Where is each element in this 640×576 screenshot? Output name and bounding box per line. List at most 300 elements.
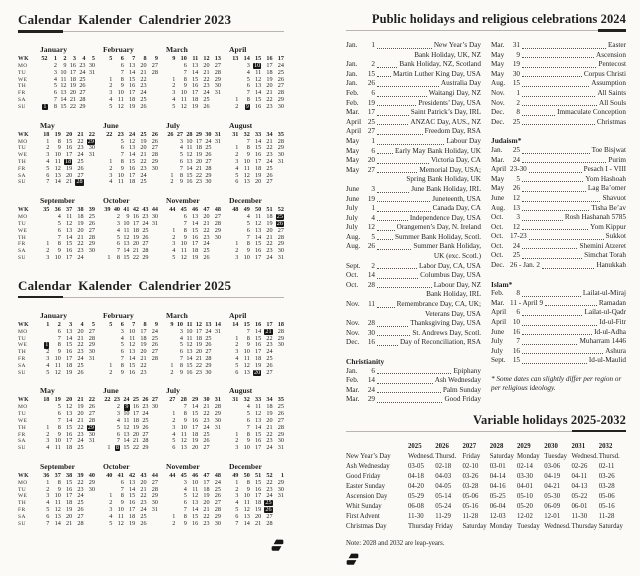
day-cell: 8	[183, 226, 187, 234]
week-number-cell: 20	[66, 130, 73, 138]
day-cell: 2	[235, 247, 239, 255]
day-cell: 23	[140, 368, 147, 376]
month-april	[227, 311, 284, 377]
day-cell	[147, 179, 158, 186]
highlighted-day: 29	[87, 137, 94, 145]
weekday-label-column	[18, 386, 32, 452]
week-number-cell: 6	[120, 55, 124, 62]
day-cell: 4	[120, 334, 124, 342]
month-grid	[38, 206, 95, 262]
holiday-name: Bank Holiday, NZ, Scotland	[399, 60, 481, 69]
holiday-entry	[491, 204, 626, 214]
holiday-entry	[491, 175, 626, 185]
day-cell: 21	[132, 247, 139, 255]
day-cell: 7	[183, 219, 187, 227]
day-cell	[212, 159, 222, 166]
day-cell: 27	[214, 213, 221, 221]
holiday-name: Martin Luther King Day, USA	[393, 69, 481, 78]
day-cell: 2	[116, 403, 120, 411]
day-cell: 23	[77, 485, 84, 493]
day-cell: 15	[255, 334, 262, 342]
calendar-2025	[18, 278, 284, 528]
holiday-month: Feb.	[346, 88, 359, 97]
day-cell	[147, 77, 158, 84]
day-cell: 10	[54, 437, 61, 445]
holiday-entry	[346, 367, 481, 377]
day-cell: 8	[120, 492, 124, 500]
day-cell: 28	[151, 151, 158, 159]
holiday-month: Nov.	[346, 300, 360, 309]
holiday-day: 7	[516, 337, 520, 346]
dotted-leader	[377, 79, 439, 87]
holiday-entry	[491, 146, 626, 156]
day-cell: 5	[53, 82, 57, 90]
day-cell: 27	[205, 157, 212, 165]
day-cell: 27	[266, 178, 273, 186]
holiday-name: Yom Hashoah	[585, 174, 626, 183]
holiday-day: 12	[512, 222, 520, 231]
holiday-name: All Souls	[599, 98, 626, 107]
day-cell: 8	[57, 478, 61, 486]
holiday-value-cell: 05-20	[517, 502, 533, 510]
holiday-entry	[346, 137, 481, 147]
dotted-leader	[377, 386, 441, 394]
day-cell: 23	[77, 430, 84, 438]
day-cell: 8	[120, 157, 124, 165]
day-cell: 24	[205, 137, 212, 145]
holiday-value-cell: 04-03	[435, 472, 452, 480]
holiday-month: Feb.	[491, 289, 504, 298]
week-number-cell: 35	[277, 130, 284, 138]
day-cell: 6	[116, 430, 120, 438]
day-cell: 24	[203, 89, 210, 97]
holiday-name: UK (exc. Scotl.)	[433, 252, 481, 261]
day-cell: 19	[77, 219, 84, 227]
day-cell: 11	[243, 164, 250, 172]
day-cell	[273, 521, 284, 528]
day-cell: 15	[255, 478, 262, 486]
holiday-day: 20	[367, 156, 375, 165]
day-cell: 20	[266, 416, 273, 424]
day-cell: 20	[266, 226, 273, 234]
day-cell: 3	[172, 423, 176, 431]
day-cell: 4	[179, 144, 183, 152]
day-cell	[84, 514, 95, 521]
day-cell: 31	[88, 68, 95, 76]
highlighted-day: 21	[265, 327, 272, 335]
weekday-label: TH	[18, 424, 27, 431]
holiday-entry	[491, 337, 626, 347]
week-number-cell: 44	[169, 471, 176, 479]
day-cell: 10	[60, 68, 67, 76]
day-cell: 19	[66, 164, 73, 172]
holiday-entry	[346, 338, 481, 348]
day-cell: 9	[57, 144, 61, 152]
holiday-month: Jan.	[346, 366, 358, 375]
holiday-month: Aug.	[491, 203, 506, 212]
day-cell: 19	[255, 361, 262, 369]
month-march	[164, 311, 221, 377]
dotted-leader	[522, 308, 582, 316]
day-cell	[84, 173, 95, 180]
day-cell	[84, 370, 95, 377]
day-cell: 20	[66, 171, 73, 179]
day-cell: 28	[277, 423, 284, 431]
day-cell: 6	[172, 444, 176, 452]
day-cell: 4	[235, 164, 239, 172]
day-cell: 23	[266, 102, 273, 110]
day-cell: 4	[246, 213, 250, 221]
day-cell: 26	[77, 164, 84, 172]
day-cell	[149, 241, 159, 248]
day-cell: 25	[77, 361, 84, 369]
day-cell	[84, 255, 95, 262]
day-cell: 9	[126, 213, 130, 221]
day-cell	[212, 356, 222, 363]
day-cell: 14	[129, 151, 136, 159]
day-cell	[86, 90, 96, 97]
day-cell: 12	[129, 341, 136, 349]
holiday-day: 5	[371, 232, 375, 241]
day-cell: 10	[117, 171, 124, 179]
holiday-name: Freedom Day, RSA	[424, 127, 481, 136]
day-cell: 13	[255, 82, 262, 90]
day-cell	[149, 228, 159, 235]
day-cell	[84, 159, 95, 166]
day-cell: 19	[255, 506, 262, 514]
day-cell: 6	[57, 327, 61, 335]
day-cell: 5	[46, 506, 50, 514]
day-cell	[164, 329, 174, 336]
day-cell: 15	[186, 171, 193, 179]
day-cell: 21	[255, 519, 262, 527]
day-cell: 17	[255, 253, 262, 261]
day-cell: 6	[120, 62, 124, 69]
holiday-name: Id-ul-Maulid	[588, 356, 626, 365]
month-grid	[164, 206, 221, 262]
day-cell: 28	[266, 519, 273, 527]
week-number-cell: 31	[232, 396, 239, 404]
day-cell: 31	[88, 437, 95, 445]
week-number-cell: 17	[277, 55, 284, 62]
day-cell: 16	[66, 144, 73, 152]
day-cell: 25	[140, 512, 147, 520]
holiday-month: Mar.	[346, 395, 360, 404]
day-cell: 28	[79, 95, 86, 103]
day-cell: 13	[66, 327, 73, 335]
day-cell: 8	[246, 430, 250, 438]
day-cell: 14	[123, 437, 130, 445]
day-cell: 15	[129, 361, 136, 369]
day-cell: 4	[109, 512, 113, 520]
week-number-cell: 29	[195, 130, 202, 138]
day-cell: 26	[277, 75, 284, 83]
day-cell: 14	[192, 403, 199, 411]
holiday-entry	[491, 318, 626, 328]
holiday-value-cell: 04-13	[571, 482, 588, 490]
day-cell: 8	[57, 240, 61, 248]
weekday-label: SA	[18, 248, 26, 255]
day-cell: 18	[266, 213, 273, 221]
week-number-cell: 42	[132, 206, 139, 214]
week-number-label: WK	[18, 472, 29, 479]
day-cell: 29	[214, 410, 221, 418]
week-number-cell: 33	[255, 130, 262, 138]
holiday-row-label: Christmas Day	[346, 522, 387, 530]
weekday-label: TH	[18, 234, 27, 241]
holiday-day: 30	[367, 328, 375, 337]
day-cell: 14	[129, 68, 136, 76]
day-cell: 1	[235, 430, 239, 438]
day-cell: 1	[170, 361, 174, 369]
day-cell: 5	[46, 164, 50, 172]
day-cell: 22	[266, 478, 273, 486]
holiday-value-cell: Monday	[489, 522, 513, 530]
week-number-cell: 31	[232, 130, 239, 138]
week-number-cell: 46	[192, 206, 199, 214]
holiday-month: June	[346, 184, 360, 193]
month-may	[38, 121, 95, 187]
dotted-leader	[542, 261, 595, 269]
holiday-day: 1	[371, 136, 375, 145]
holiday-month: Mar.	[491, 155, 505, 164]
day-cell	[273, 349, 284, 356]
week-number-cell: 16	[255, 320, 262, 328]
day-cell: 11	[186, 334, 193, 342]
year-header-cell: 2032	[598, 442, 613, 450]
day-cell: 13	[54, 512, 61, 520]
day-cell	[227, 63, 238, 70]
day-cell: 24	[140, 89, 147, 97]
holiday-day: 1	[371, 41, 375, 49]
day-cell	[149, 445, 159, 452]
day-cell: 23	[266, 151, 273, 159]
month-grid	[101, 206, 158, 262]
variable-holidays-section	[346, 413, 626, 547]
month-grid	[227, 131, 284, 187]
day-cell: 22	[77, 341, 84, 349]
day-cell: 18	[195, 144, 202, 152]
weekday-label: TH	[18, 83, 27, 90]
day-cell: 26	[203, 102, 210, 110]
day-cell: 4	[172, 247, 176, 255]
holiday-month: June	[346, 194, 360, 203]
day-cell: 28	[214, 219, 221, 227]
week-number-cell: 31	[214, 130, 221, 138]
day-cell: 6	[235, 512, 239, 520]
holiday-name: Immaculate Conception	[557, 108, 626, 117]
day-cell: 29	[277, 478, 284, 486]
holiday-day: 17	[367, 108, 375, 117]
weekday-label: MO	[18, 328, 28, 335]
day-cell: 24	[140, 506, 147, 514]
day-cell	[147, 521, 158, 528]
day-cell: 21	[195, 164, 202, 172]
day-cell: 22	[266, 240, 273, 248]
holiday-value-cell: 03-30	[517, 472, 533, 480]
weekday-label: SU	[18, 445, 26, 452]
weekday-label: WE	[18, 342, 28, 349]
dotted-leader	[522, 204, 589, 212]
holiday-entry	[491, 118, 626, 128]
holiday-month: April	[491, 308, 507, 317]
day-cell	[227, 411, 238, 418]
day-cell: 4	[183, 485, 187, 493]
holiday-value-cell: Thursday	[571, 522, 598, 530]
dotted-leader	[377, 185, 409, 193]
weekday-label: WE	[18, 227, 28, 234]
dotted-leader	[522, 70, 582, 78]
day-cell: 17	[203, 478, 210, 486]
holiday-entry	[491, 308, 626, 318]
holiday-value-cell: Saturday	[462, 522, 487, 530]
day-cell: 16	[129, 164, 136, 172]
holiday-day: 6	[371, 88, 375, 97]
month-name: March	[166, 45, 188, 54]
day-cell: 6	[120, 348, 124, 356]
day-cell: 26	[140, 102, 147, 110]
day-cell	[273, 370, 284, 377]
day-cell: 20	[255, 178, 262, 186]
holiday-entry	[346, 395, 481, 405]
day-cell: 19	[132, 423, 139, 431]
month-grid	[227, 472, 284, 528]
day-cell: 1	[235, 240, 239, 248]
weekday-label-column	[18, 462, 32, 528]
holiday-name: Toe Bisjwat	[591, 145, 626, 154]
day-cell: 18	[66, 444, 73, 452]
holiday-month: Aug.	[346, 232, 361, 241]
day-cell: 18	[66, 499, 73, 507]
day-cell	[101, 480, 112, 487]
holiday-day: 28	[367, 319, 375, 328]
holiday-name: Memorial Day, USA;	[419, 165, 481, 174]
spacer	[18, 45, 32, 55]
week-number-cell: 39	[77, 471, 84, 479]
day-cell: 25	[77, 157, 84, 165]
month-name: April	[229, 310, 247, 320]
day-cell: 18	[129, 512, 136, 520]
day-cell: 23	[142, 403, 149, 411]
dotted-leader	[377, 367, 451, 375]
day-cell: 6	[183, 213, 187, 221]
month-june	[101, 121, 158, 187]
week-number-cell: 14	[214, 320, 221, 328]
day-cell: 25	[142, 226, 149, 234]
left-page	[18, 12, 284, 552]
holiday-name: Ashura	[605, 346, 626, 355]
week-number-cell: 44	[151, 206, 158, 214]
day-cell: 3	[235, 157, 239, 165]
day-cell	[147, 370, 158, 377]
holiday-name: Id-ul-Fitr	[599, 318, 626, 327]
dotted-leader	[377, 214, 408, 222]
day-cell: 7	[183, 403, 187, 411]
day-cell: 16	[186, 368, 193, 376]
holiday-entry-continuation	[346, 290, 481, 300]
holiday-name: Epiphany	[453, 366, 481, 375]
day-cell: 13	[54, 171, 61, 179]
week-number-cell: 9	[172, 55, 176, 62]
holiday-day: 26 - Jan. 2	[510, 261, 540, 270]
holiday-day: 17-23	[510, 232, 527, 241]
table-corner-cell	[346, 442, 408, 452]
month-grid	[101, 472, 158, 528]
holiday-entry	[491, 79, 626, 89]
day-cell: 13	[192, 499, 199, 507]
day-cell: 20	[192, 444, 199, 452]
holiday-month: May	[346, 165, 360, 174]
day-cell: 18	[255, 499, 262, 507]
holiday-month: April	[346, 127, 362, 136]
weekday-label: WE	[18, 493, 28, 500]
week-number-cell: 33	[255, 396, 262, 404]
day-cell: 4	[235, 499, 239, 507]
weekday-label: WE	[18, 152, 28, 159]
day-cell: 30	[277, 485, 284, 493]
day-cell: 7	[120, 485, 124, 493]
holiday-value-cell: Tuesday	[544, 452, 568, 460]
day-cell: 10	[243, 253, 250, 261]
month-may	[38, 386, 95, 452]
day-cell: 22	[195, 171, 202, 179]
holiday-value-cell: 05-16	[462, 502, 479, 510]
week-number-cell: 27	[169, 396, 176, 404]
day-cell: 23	[142, 213, 149, 221]
day-cell: 18	[266, 403, 273, 411]
day-cell	[84, 493, 95, 500]
day-cell: 7	[53, 95, 57, 103]
day-cell: 2	[116, 213, 120, 221]
day-cell: 17	[266, 62, 273, 69]
highlighted-day: 25	[276, 213, 283, 221]
day-cell: 16	[66, 485, 73, 493]
day-cell: 24	[266, 253, 273, 261]
day-cell: 21	[266, 233, 273, 241]
holiday-name: Tisha Be’av	[591, 203, 626, 212]
week-number-cell: 49	[243, 206, 250, 214]
holiday-entry	[491, 41, 626, 51]
day-cell: 25	[79, 75, 86, 83]
day-cell: 27	[214, 62, 221, 69]
day-cell: 11	[180, 430, 187, 438]
day-cell: 4	[179, 334, 183, 342]
day-cell: 5	[46, 368, 50, 376]
day-cell: 6	[116, 240, 120, 248]
day-cell: 5	[172, 253, 176, 261]
day-cell: 3	[116, 219, 120, 227]
day-cell: 24	[203, 423, 210, 431]
day-cell: 13	[123, 430, 130, 438]
holiday-entry	[491, 99, 626, 109]
day-cell: 21	[140, 485, 147, 493]
month-name: December	[229, 461, 262, 471]
holiday-month: Nov.	[491, 98, 505, 107]
day-cell: 13	[255, 226, 262, 234]
day-cell: 29	[142, 444, 149, 452]
week-number-cell: 18	[43, 396, 50, 404]
holiday-name: Shavuot	[602, 193, 626, 202]
holiday-name: Labour Day	[446, 136, 481, 145]
day-cell: 21	[69, 95, 76, 103]
day-cell: 17	[255, 348, 262, 356]
holiday-day: 25	[512, 251, 520, 260]
holiday-value-cell: 05-06	[598, 492, 615, 500]
day-cell: 10	[123, 410, 130, 418]
day-cell: 2	[172, 82, 176, 90]
day-cell	[273, 179, 284, 186]
day-cell	[101, 404, 111, 411]
